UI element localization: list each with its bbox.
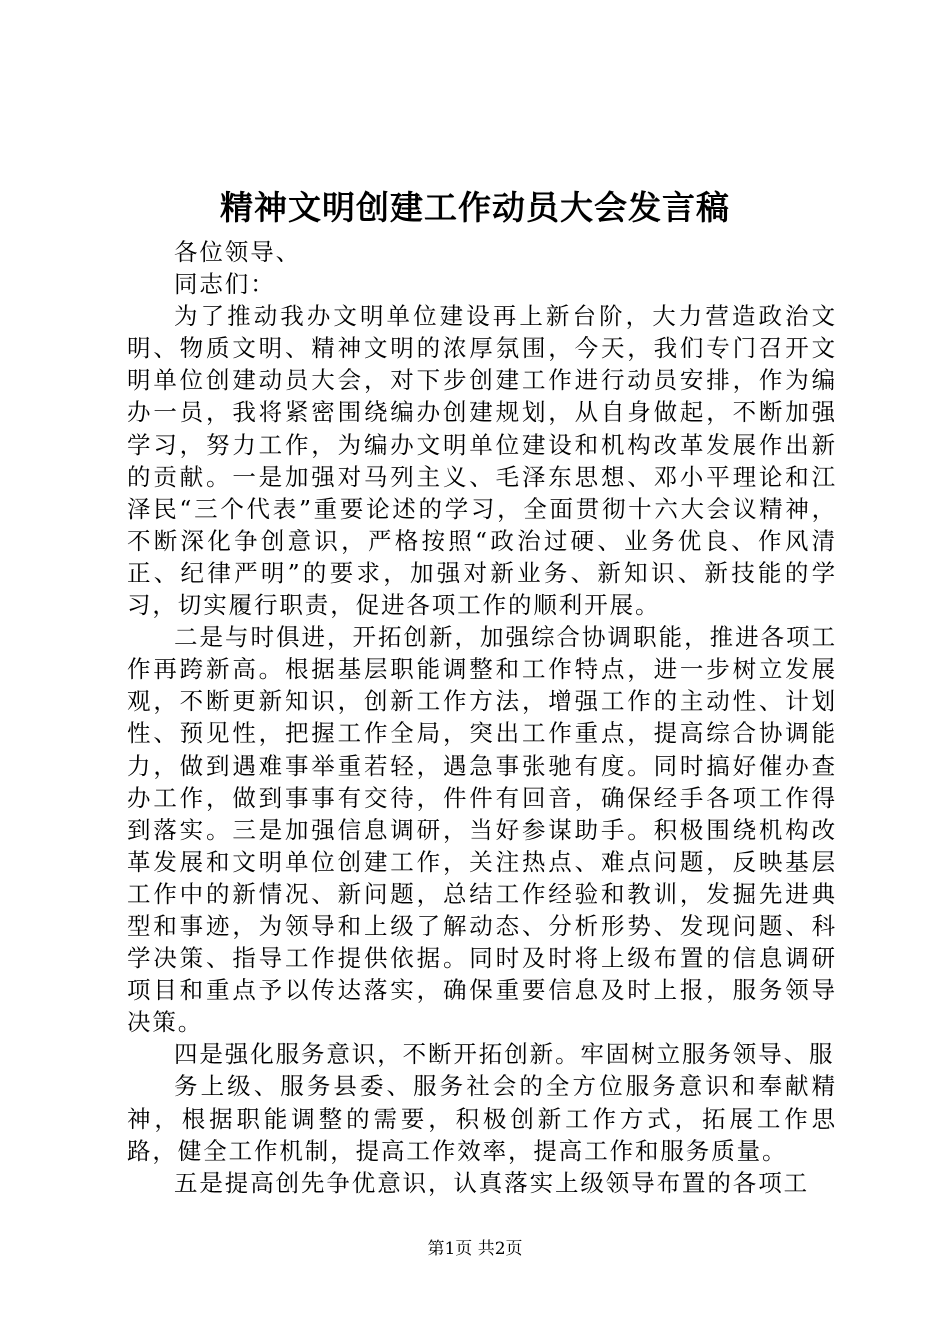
paragraph-1: 为了推动我办文明单位建设再上新台阶，大力营造政治文明、物质文明、精神文明的浓厚氛围，今天，我们专门召开文明单位创建动员大会，对下步创建工作进行动员安排，作为编办一员，我将紧密围绕编办创建规划，从自身做起，不断加强学习，努力工作，为编办文明单位建设和机构改革发展作出新的贡献。一是加强对马列主义、毛泽东思想、邓小平理论和江泽民“三个代表”重要论述的学习，全面贯彻十六大会议精神，不断深化争创意识，严格按照“政治过硬、业务优良、作风清正、纪律严明”的要求，加强对新业务、新知识、新技能的学习，切实履行职责，促进各项工作的顺利开展。: [127, 302, 837, 620]
page-number: 第1页 共2页: [427, 1239, 523, 1259]
paragraph-2: 二是与时俱进，开拓创新，加强综合协调职能，推进各项工作再跨新高。根据基层职能调整和工作特点，进一步树立发展观，不断更新知识，创新工作方法，增强工作的主动性、计划性、预见性，把握工作全局，突出工作重点，提高综合协调能力，做到遇难事举重若轻，遇急事张驰有度。同时搞好催办查办工作，做到事事有交待，件件有回音，确保经手各项工作得到落实。三是加强信息调研，当好参谋助手。积极围绕机构改革发展和文明单位创建工作，关注热点、难点问题，反映基层工作中的新情况、新问题，总结工作经验和教训，发掘先进典型和事迹，为领导和上级了解动态、分析形势、发现问题、科学决策、指导工作提供依据。同时及时将上级布置的信息调研项目和重点予以传达落实，确保重要信息及时上报，服务领导决策。: [127, 623, 837, 1037]
paragraph-5: 五是提高创先争优意识，认真落实上级领导布置的各项工: [174, 1168, 809, 1197]
paragraph-3: 四是强化服务意识，不断开拓创新。牢固树立服务领导、服: [174, 1040, 835, 1069]
salutation-comrades: 同志们：: [174, 270, 276, 299]
document-body: [127, 236, 837, 1199]
salutation-leaders: 各位领导、: [174, 238, 301, 266]
paragraph-4: 务上级、服务县委、服务社会的全方位服务意识和奉献精神，根据职能调整的需要，积极创新工作方式，拓展工作思路，健全工作机制，提高工作效率，提高工作和服务质量。: [127, 1072, 837, 1165]
document-title: 精神文明创建工作动员大会发言稿: [220, 188, 730, 227]
